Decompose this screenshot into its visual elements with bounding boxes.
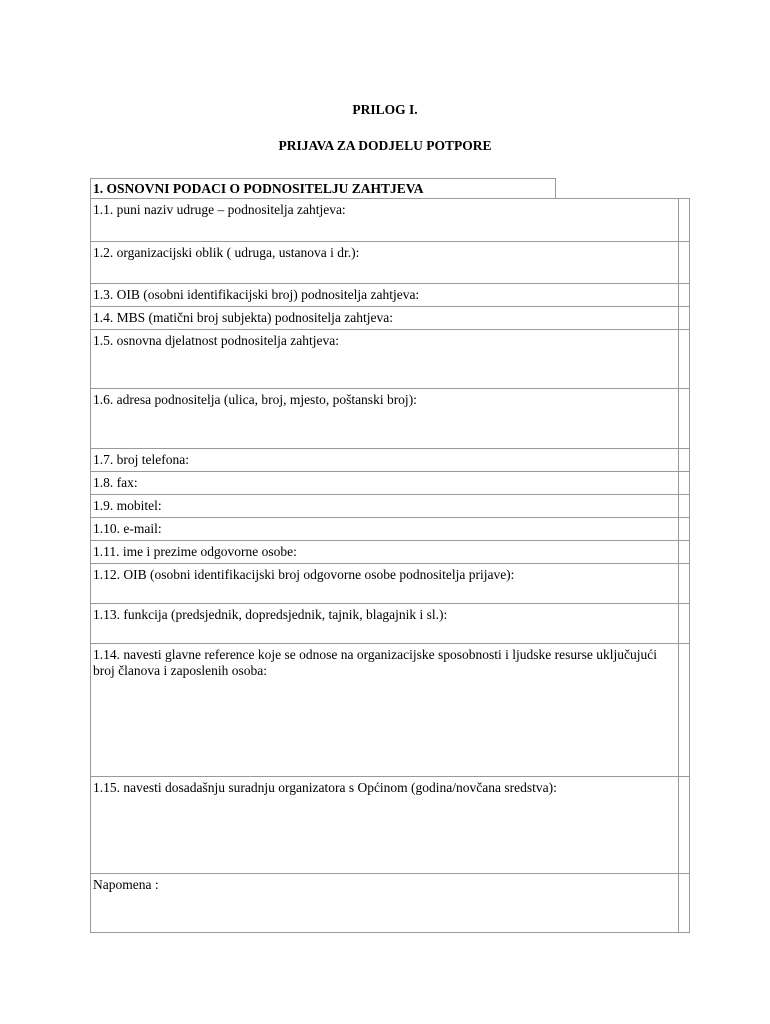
field-row-address[interactable]: [91, 388, 689, 448]
field-row-full-name[interactable]: [91, 199, 689, 241]
field-row-phone[interactable]: [91, 448, 689, 471]
field-row-email[interactable]: [91, 517, 689, 540]
field-label: Napomena :: [93, 877, 159, 892]
field-label: 1.15. navesti dosadašnju suradnju organizatora s Općinom (godina/novčana sredstva):: [93, 780, 557, 795]
field-row-fax[interactable]: [91, 471, 689, 494]
field-label: 1.7. broj telefona:: [93, 452, 189, 467]
field-label: 1.2. organizacijski oblik ( udruga, ustanova i dr.):: [93, 245, 360, 260]
field-label: 1.9. mobitel:: [93, 498, 162, 513]
field-label: 1.5. osnovna djelatnost podnositelja zahtjeva:: [93, 333, 339, 348]
field-row-org-form[interactable]: [91, 241, 689, 283]
field-row-mobile[interactable]: [91, 494, 689, 517]
applicant-form-table: [90, 198, 690, 933]
form-title: PRIJAVA ZA DODJELU POTPORE: [278, 138, 492, 153]
field-label: 1.6. adresa podnositelja (ulica, broj, mjesto, poštanski broj):: [93, 392, 417, 407]
field-row-references[interactable]: [91, 643, 689, 776]
field-label: 1.4. MBS (matični broj subjekta) podnositelja zahtjeva:: [93, 310, 393, 325]
field-label: 1.1. puni naziv udruge – podnositelja zahtjeva:: [93, 202, 346, 217]
field-row-responsible-person[interactable]: [91, 540, 689, 563]
field-label: 1.12. OIB (osobni identifikacijski broj odgovorne osobe podnositelja prijave):: [93, 567, 515, 582]
field-label: 1.3. OIB (osobni identifikacijski broj) podnositelja zahtjeva:: [93, 287, 420, 302]
field-row-responsible-oib[interactable]: [91, 563, 689, 603]
field-row-cooperation[interactable]: [91, 776, 689, 873]
field-row-main-activity[interactable]: [91, 329, 689, 388]
field-row-note[interactable]: [91, 873, 689, 932]
field-row-oib[interactable]: [91, 283, 689, 306]
annex-label: PRILOG I.: [352, 102, 418, 117]
field-row-function[interactable]: [91, 603, 689, 643]
field-label: 1.8. fax:: [93, 475, 138, 490]
field-label: 1.11. ime i prezime odgovorne osobe:: [93, 544, 297, 559]
field-label: 1.14. navesti glavne reference koje se odnose na organizacijske sposobnosti i ljudske resurse uključujući broj članova i zaposlenih osoba:: [93, 647, 657, 678]
section-heading: 1. OSNOVNI PODACI O PODNOSITELJU ZAHTJEVA: [90, 178, 556, 198]
field-row-mbs[interactable]: [91, 306, 689, 329]
field-label: 1.13. funkcija (predsjednik, dopredsjednik, tajnik, blagajnik i sl.):: [93, 607, 448, 622]
field-label: 1.10. e-mail:: [93, 521, 162, 536]
